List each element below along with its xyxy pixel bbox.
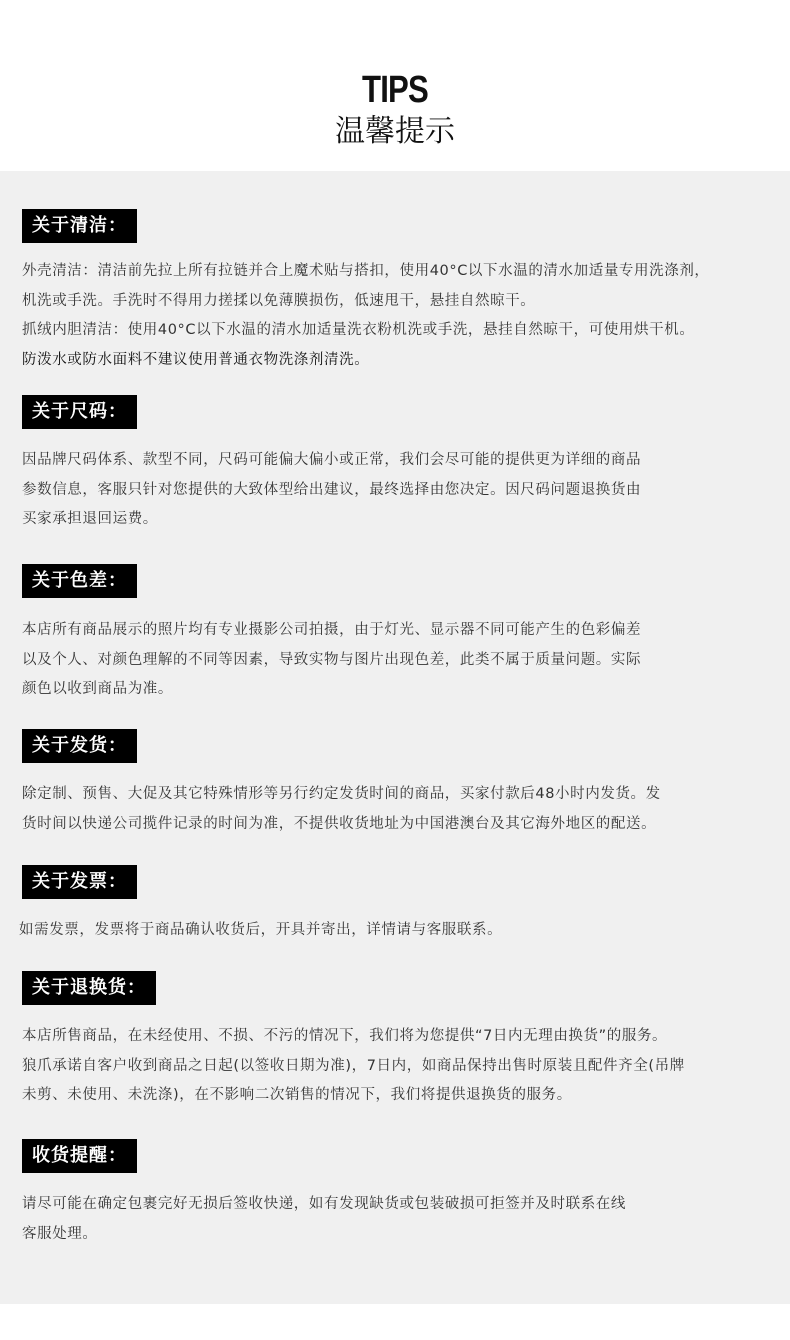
section-body-returns xyxy=(22,1022,742,1111)
text-line: 请尽可能在确定包裹完好无损后签收快递，如有发现缺货或包装破损可拒签并及时联系在线 xyxy=(22,1196,626,1212)
section-body-shipping xyxy=(22,780,742,839)
section-body-invoice xyxy=(19,916,739,946)
text-line: 参数信息，客服只针对您提供的大致体型给出建议，最终选择由您决定。因尺码问题退换货由 xyxy=(22,481,642,498)
text-line: 除定制、预售、大促及其它特殊情形等另行约定发货时间的商品，买家付款后48小时内发货。发 xyxy=(22,786,661,802)
section-heading-shipping: 关于发货： xyxy=(22,729,137,763)
section-body-color xyxy=(22,616,742,705)
text-line: 本店所有商品展示的照片均有专业摄影公司拍摄，由于灯光、显示器不同可能产生的色彩偏差 xyxy=(22,622,642,638)
section-heading-invoice: 关于发票： xyxy=(22,865,137,899)
bottom-strip xyxy=(0,1304,790,1340)
text-line: 机洗或手洗。手洗时不得用力搓揉以免薄膜损伤，低速甩干，悬挂自然晾干。 xyxy=(22,292,536,309)
section-heading-size: 关于尺码： xyxy=(22,395,137,429)
text-line: 防泼水或防水面料不建议使用普通衣物洗涤剂清洗。 xyxy=(22,351,370,368)
text-line: 外壳清洁：清洁前先拉上所有拉链并合上魔术贴与搭扣，使用40°C以下水温的清水加适量专用洗涤剂， xyxy=(22,263,710,279)
text-line: 因品牌尺码体系、款型不同，尺码可能偏大偏小或正常，我们会尽可能的提供更为详细的商品 xyxy=(22,452,642,468)
section-heading-returns: 关于退换货： xyxy=(22,971,156,1005)
text-line: 客服处理。 xyxy=(22,1225,98,1242)
section-heading-color: 关于色差： xyxy=(22,564,137,598)
header xyxy=(0,0,790,171)
text-line: 未剪、未使用、未洗涤)，在不影响二次销售的情况下，我们将提供退换货的服务。 xyxy=(22,1087,572,1103)
text-line: 以及个人、对颜色理解的不同等因素，导致实物与图片出现色差，此类不属于质量问题。实际 xyxy=(22,651,642,668)
text-line: 如需发票，发票将于商品确认收货后，开具并寄出，详情请与客服联系。 xyxy=(19,922,503,938)
text-line: 货时间以快递公司揽件记录的时间为准，不提供收货地址为中国港澳台及其它海外地区的配送。 xyxy=(22,815,657,832)
text-line: 狼爪承诺自客户收到商品之日起(以签收日期为准)，7日内，如商品保持出售时原装且配件齐全(吊牌 xyxy=(22,1057,685,1074)
text-line: 抓绒内胆清洁：使用40°C以下水温的清水加适量洗衣粉机洗或手洗，悬挂自然晾干，可使用烘干机。 xyxy=(22,322,695,338)
page-title: TIPS xyxy=(362,69,428,111)
section-body-receipt-reminder xyxy=(22,1190,742,1249)
section-body-size xyxy=(22,446,742,535)
page-subtitle: 温馨提示 xyxy=(335,114,455,149)
text-line: 买家承担退回运费。 xyxy=(22,511,158,527)
section-heading-receipt-reminder: 收货提醒： xyxy=(22,1139,137,1173)
section-body-cleaning xyxy=(22,257,742,375)
section-heading-cleaning: 关于清洁： xyxy=(22,209,137,243)
text-line: 本店所售商品，在未经使用、不损、不污的情况下，我们将为您提供“7日内无理由换货”的服务。 xyxy=(22,1028,668,1044)
text-line: 颜色以收到商品为准。 xyxy=(22,681,173,697)
